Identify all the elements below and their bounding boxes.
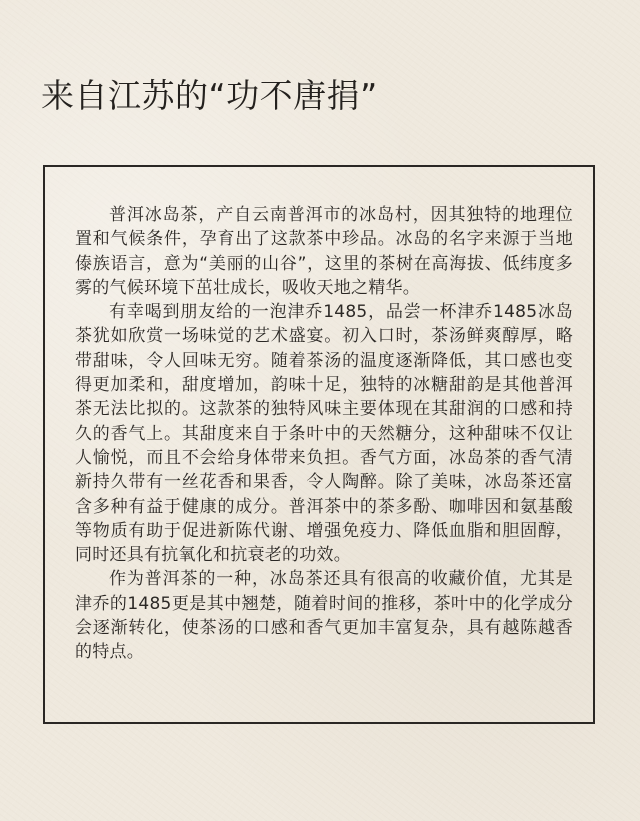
article-body (75, 203, 573, 665)
page-title: 来自江苏的“功不唐捐” (41, 76, 378, 115)
paragraph-collection: 作为普洱茶的一种，冰岛茶还具有很高的收藏价值，尤其是津乔的1485更是其中翘楚，随着时间的推移，茶叶中的化学成分会逐渐转化，使茶汤的口感和香气更加丰富复杂，具有越陈越香的特点。 (75, 569, 573, 663)
paragraph-intro: 普洱冰岛茶，产自云南普洱市的冰岛村，因其独特的地理位置和气候条件，孕育出了这款茶中珍品。冰岛的名字来源于当地傣族语言，意为“美丽的山谷”，这里的茶树在高海拔、低纬度多雾的气候环境下茁壮成长，吸收天地之精华。 (75, 205, 573, 298)
paragraph-tasting: 有幸喝到朋友给的一泡津乔1485，品尝一杯津乔1485冰岛茶犹如欣赏一场味觉的艺术盛宴。初入口时，茶汤鲜爽醇厚，略带甜味，令人回味无穷。随着茶汤的温度逐渐降低，其口感也变得更加柔和，甜度增加，韵味十足，独特的冰糖甜韵是其他普洱茶无法比拟的。这款茶的独特风味主要体现在其甜润的口感和持久的香气上。其甜度来自于条叶中的天然糖分，这种甜味不仅让人愉悦，而且不会给身体带来负担。香气方面，冰岛茶的香气清新持久带有一丝花香和果香，令人陶醉。除了美味，冰岛茶还富含多种有益于健康的成分。普洱茶中的茶多酚、咖啡因和氨基酸等物质有助于促进新陈代谢、增强免疫力、降低血脂和胆固醇，同时还具有抗氧化和抗衰老的功效。 (75, 302, 573, 566)
